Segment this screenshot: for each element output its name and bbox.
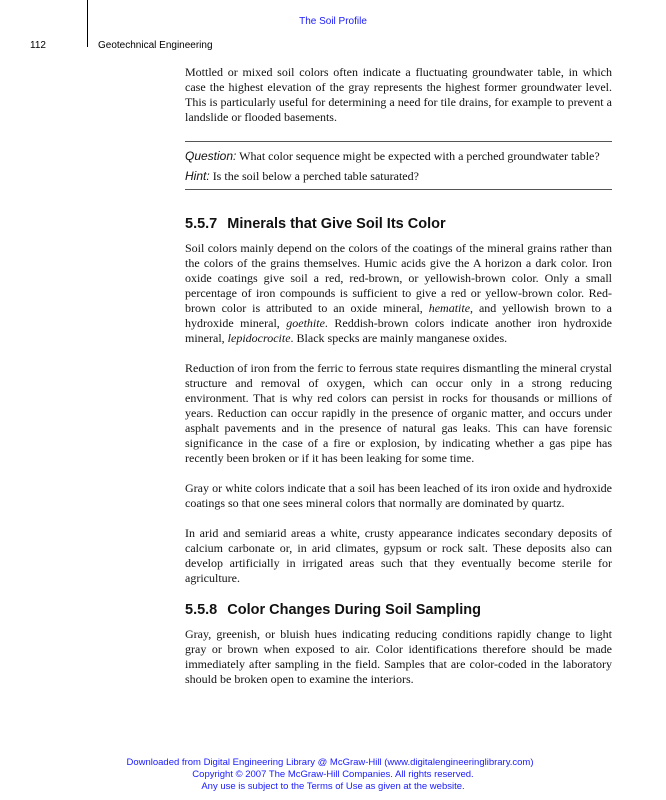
- footer: [0, 757, 666, 793]
- hint-label: Hint:: [185, 169, 210, 183]
- hint: [185, 169, 612, 184]
- section-number: 5.5.8: [185, 602, 218, 618]
- question-label: Question:: [185, 149, 237, 163]
- page-number: 112: [30, 40, 46, 51]
- paragraph-text: , and yellowish brown to a hydroxide mineral,: [185, 301, 613, 330]
- hint-text: Is the soil below a perched table saturated?: [212, 169, 419, 183]
- sampling-paragraph-1: Gray, greenish, or bluish hues indicating reducing conditions rapidly change to light gray or brown when exposed to air. Color identifications therefore should be made immediately after sampling in the field. Samples that are color-coded in the laboratory should be broken open to examine the interiors.: [185, 627, 612, 686]
- question-box: [185, 141, 612, 190]
- question-text: What color sequence might be expected with a perched groundwater table?: [239, 149, 600, 163]
- term-hematite: hematite: [428, 301, 471, 315]
- footer-copyright: Copyright © 2007 The McGraw-Hill Companies. All rights reserved.: [192, 769, 474, 780]
- section-heading-sampling: [185, 601, 612, 619]
- question: [185, 149, 612, 164]
- section-title: Color Changes During Soil Sampling: [227, 602, 482, 618]
- book-title: Geotechnical Engineering: [98, 40, 213, 51]
- minerals-paragraph-2: Reduction of iron from the ferric to ferrous state requires dismantling the mineral crystal structure and removal of oxygen, which can occur only in a strong reducing environment. That is why red colors can persist in rocks for thousands or millions of years. Reduction can occur rapidly in the presence of organic matter, and occurs under asphalt pavements and in the presence of natural gas leaks. This can have forensic significance in the case of a fire or explosion, by indicating whether a gas pipe has recently been broken or if it has been leaking for some time.: [185, 361, 612, 465]
- section-number: 5.5.7: [185, 216, 218, 232]
- footer-terms-link[interactable]: Any use is subject to the Terms of Use as given at the website.: [201, 781, 465, 792]
- paragraph-text: . Black specks are mainly manganese oxides.: [290, 331, 508, 345]
- paragraph-text: Soil colors mainly depend on the colors of the coatings of the mineral grains rather than the colors of the grains themselves. Humic acids give the A horizon a dark color. Iron oxide coatings give soil a red, red-brown, or yellowish-brown color. Only a small percentage of iron compounds is sufficient to give a red or yellow-brown color. Red-brown color is attributed to an oxide mineral,: [185, 241, 612, 315]
- running-title: The Soil Profile: [299, 16, 367, 27]
- paragraph-text: . Reddish-brown colors indicate another iron hydroxide mineral,: [185, 316, 612, 345]
- term-goethite: goethite: [286, 316, 325, 330]
- intro-paragraph: Mottled or mixed soil colors often indicate a fluctuating groundwater table, in which case the highest elevation of the gray represents the highest former groundwater level. This is particularly useful for determining a need for tile drains, for example to prevent a landslide or flooded basements.: [185, 65, 612, 124]
- header-divider: [87, 0, 88, 47]
- minerals-paragraph-1: [185, 241, 612, 346]
- section-heading-minerals: [185, 215, 612, 233]
- minerals-paragraph-3: Gray or white colors indicate that a soil has been leached of its iron oxide and hydroxide coatings so that one sees mineral colors that normally are dominated by quartz.: [185, 481, 612, 510]
- term-lepidocrocite: lepidocrocite: [227, 331, 291, 345]
- footer-download-link[interactable]: Downloaded from Digital Engineering Library @ McGraw-Hill (www.digitalengineeringlibrary.com): [126, 757, 534, 768]
- page-body: [185, 65, 612, 687]
- section-title: Minerals that Give Soil Its Color: [227, 216, 446, 232]
- minerals-paragraph-4: In arid and semiarid areas a white, crusty appearance indicates secondary deposits of calcium carbonate or, in arid climates, gypsum or rock salt. These deposits also can develop artificially in irrigated areas such that they eventually become sterile for agriculture.: [185, 526, 612, 585]
